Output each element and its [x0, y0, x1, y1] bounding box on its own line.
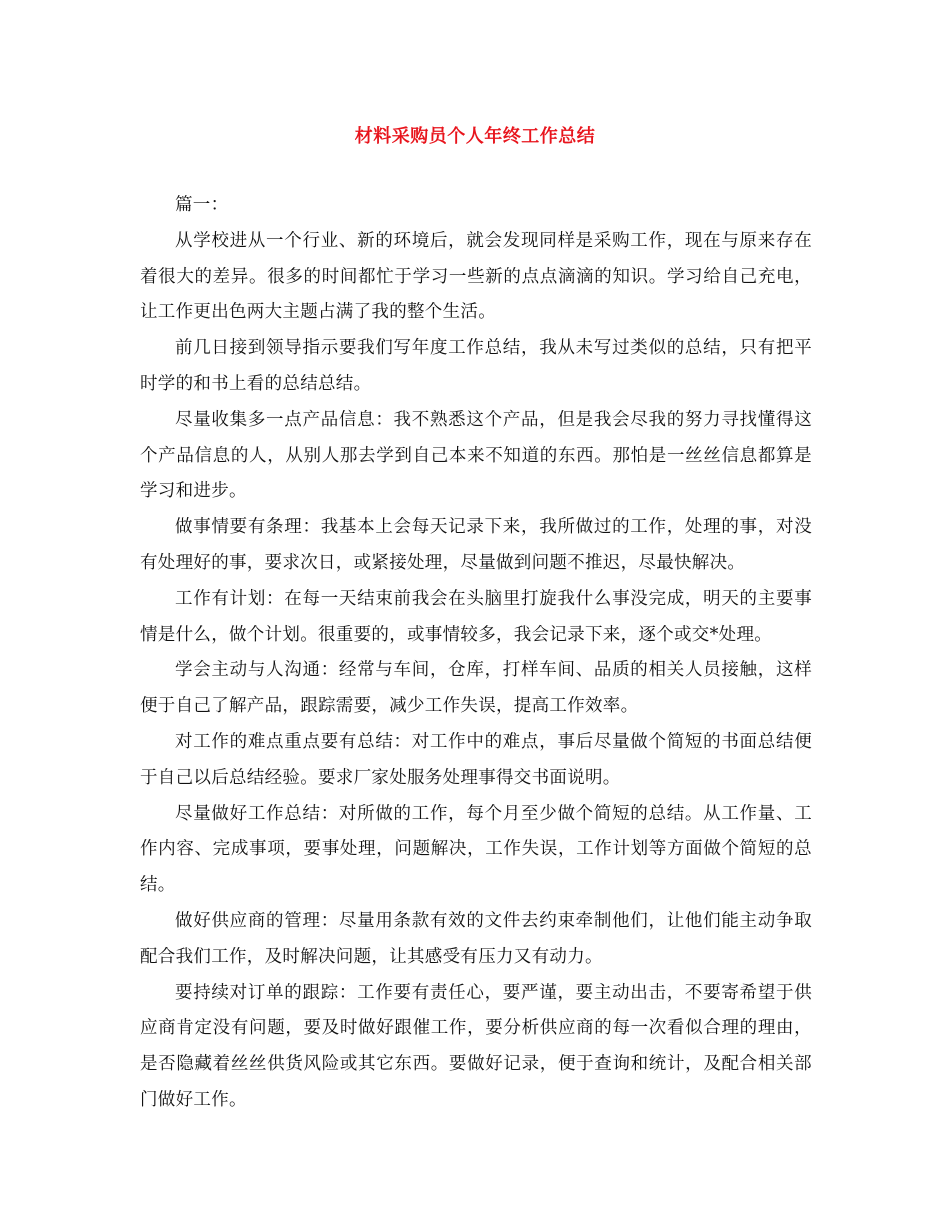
- document-body: [140, 188, 812, 1119]
- paragraph: 尽量做好工作总结：对所做的工作，每个月至少做个简短的总结。从工作量、工作内容、完成事项，要事处理，问题解决，工作失误，工作计划等方面做个简短的总结。: [140, 803, 812, 896]
- paragraph: 前几日接到领导指示要我们写年度工作总结，我从未写过类似的总结，只有把平时学的和书上看的总结总结。: [140, 338, 812, 394]
- section-heading: 篇一：: [175, 195, 229, 215]
- paragraph: 对工作的难点重点要有总结：对工作中的难点，事后尽量做个简短的书面总结便于自己以后总结经验。要求厂家处服务处理事得交书面说明。: [140, 731, 812, 788]
- paragraph: 工作有计划：在每一天结束前我会在头脑里打旋我什么事没完成，明天的主要事情是什么，做个计划。很重要的，或事情较多，我会记录下来，逐个或交*处理。: [140, 588, 812, 645]
- paragraph: 尽量收集多一点产品信息：我不熟悉这个产品，但是我会尽我的努力寻找懂得这个产品信息的人，从别人那去学到自己本来不知道的东西。那怕是一丝丝信息都算是学习和进步。: [140, 409, 812, 502]
- paragraph: 从学校进从一个行业、新的环境后，就会发现同样是采购工作，现在与原来存在着很大的差异。很多的时间都忙于学习一些新的点点滴滴的知识。学习给自己充电，让工作更出色两大主题占满了我的整个生活。: [140, 230, 812, 323]
- paragraph: 学会主动与人沟通：经常与车间，仓库，打样车间、品质的相关人员接触，这样便于自己了解产品，跟踪需要，减少工作失误，提高工作效率。: [140, 660, 812, 717]
- paragraph: 要持续对订单的跟踪：工作要有责任心，要严谨，要主动出击，不要寄希望于供应商肯定没有问题，要及时做好跟催工作，要分析供应商的每一次看似合理的理由，是否隐藏着丝丝供货风险或其它东西。要做好记录，便于查询和统计，及配合相关部门做好工作。: [140, 982, 812, 1110]
- paragraph: 做好供应商的管理：尽量用条款有效的文件去约束牵制他们，让他们能主动争取配合我们工作，及时解决问题，让其感受有压力又有动力。: [140, 910, 812, 967]
- paragraph: 做事情要有条理：我基本上会每天记录下来，我所做过的工作，处理的事，对没有处理好的事，要求次日，或紧接处理，尽量做到问题不推迟，尽最快解决。: [140, 517, 812, 573]
- document-title: 材料采购员个人年终工作总结: [354, 126, 596, 147]
